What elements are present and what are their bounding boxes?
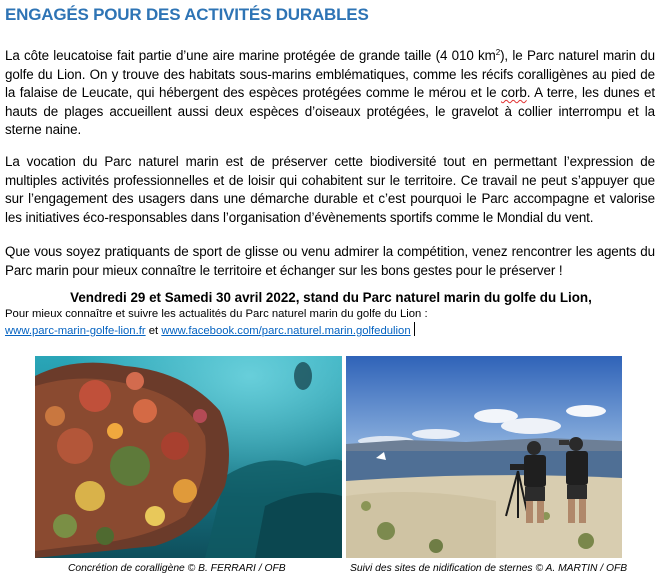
page-title: ENGAGÉS POUR DES ACTIVITÉS DURABLES [5, 5, 369, 24]
park-website-link[interactable]: www.parc-marin-golfe-lion.fr [5, 325, 146, 337]
paragraph-intro-part2: ), le Parc naturel marin du golfe du Lion. On y trouve des habitats sous-marins emblématiques, comme les récifs coralligènes au pied de la falaise de Leucate, qui hébergent des espèces protégées comme le mérou et le [5, 48, 656, 100]
superscript-2: 2 [495, 48, 501, 57]
follow-line: Pour mieux connaître et suivre les actualités du Parc naturel marin du golfe du Lion : [5, 308, 428, 320]
photo-sternes [346, 356, 622, 558]
beach-observers-image [346, 356, 622, 558]
event-date-line: Vendredi 29 et Samedi 30 avril 2022, stand du Parc naturel marin du golfe du Lion, [70, 290, 592, 305]
paragraph-intro [5, 44, 655, 140]
paragraph-intro-part3: . A terre, les dunes et hauts de plages accueillent aussi deux espèces d’oiseaux protégées, le gravelot à collier interrompu et la sterne naine. [5, 85, 655, 137]
photo-coralligene [35, 356, 342, 558]
spellcheck-word-corb: corb [501, 85, 527, 100]
paragraph-intro-part1: La côte leucatoise fait partie d’une aire marine protégée de grande taille (4 010 km [5, 48, 496, 63]
facebook-link[interactable]: www.facebook.com/parc.naturel.marin.golfedulion [161, 325, 411, 337]
paragraph-vocation: La vocation du Parc naturel marin est de préserver cette biodiversité tout en permettant l’expression de multiples activités professionnelles et de loisir qui cohabitent sur le territoire. Ce travail ne peut s’appuyer que sur l’engagement des usagers dans une démarche durable et c’est pourquoi le Parc accompagne et valorise les initiatives éco-responsables dans l’organisation d’évènements sportifs comme le Mondial du vent. [5, 154, 655, 225]
links-line [5, 322, 415, 339]
caption-coralligene: Concrétion de coralligène © B. FERRARI / OFB [68, 563, 286, 574]
caption-sternes: Suivi des sites de nidification de sternes © A. MARTIN / OFB [350, 563, 628, 574]
paragraph-invitation: Que vous soyez pratiquants de sport de glisse ou venu admirer la compétition, venez rencontrer les agents du Parc marin pour mieux connaître le territoire et échanger sur les bons gestes pour le préserver ! [5, 244, 655, 278]
links-connector: et [145, 325, 162, 337]
coral-reef-image [35, 356, 342, 558]
text-cursor [414, 322, 415, 336]
